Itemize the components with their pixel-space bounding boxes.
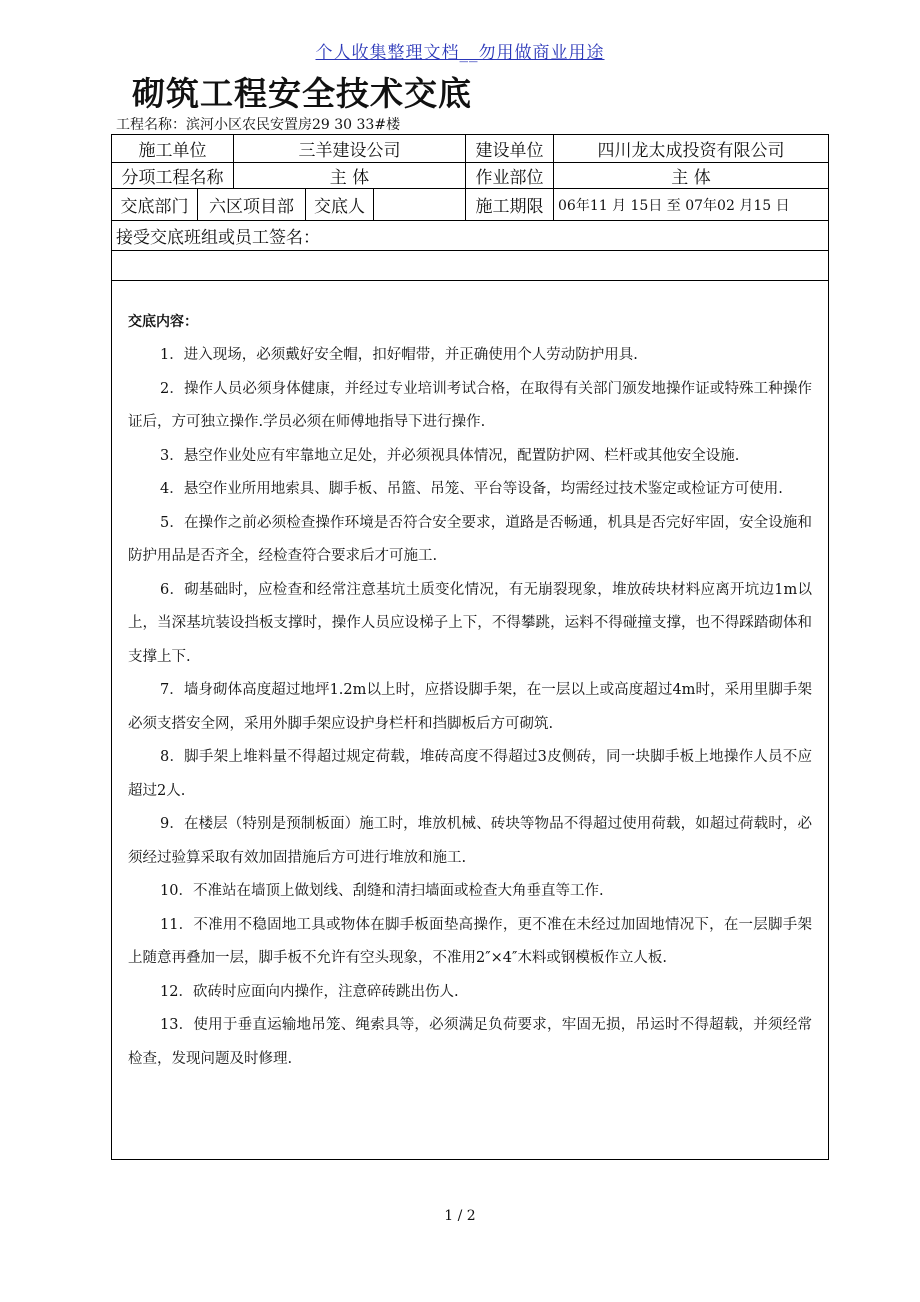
content-item: 3．悬空作业处应有牢靠地立足处，并必须视具体情况，配置防护网、栏杆或其他安全设施. [160,447,740,464]
table-row-subproject [112,163,828,189]
department-label: 交底部门 [112,189,198,220]
content-item: 12．砍砖时应面向内操作，注意碎砖跳出伤人. [160,983,459,1000]
subproject-label: 分项工程名称 [112,163,234,188]
content-title: 交底内容： [128,314,198,330]
disclosure-table [111,134,829,1160]
discloser-value [374,189,466,220]
page-number: 1 / 2 [444,1208,476,1224]
signature-blank-row [112,251,828,281]
header-note-text: 个人收集整理文档__勿用做商业用途 [315,43,605,63]
content-item: 1．进入现场，必须戴好安全帽，扣好帽带，并正确使用个人劳动防护用具. [160,347,638,363]
construction-unit-label: 施工单位 [112,135,234,162]
period-value: 06年11 月 15日 至 07年02 月15 日 [558,197,790,214]
table-row-department [112,189,828,221]
discloser-label: 交底人 [306,189,374,220]
department-value: 六区项目部 [198,189,306,220]
content-item: 2．操作人员必须身体健康，并经过专业培训考试合格，在取得有关部门颁发地操作证或特殊工种操作证后，方可独立操作.学员必须在师傅地指导下进行操作. [128,380,812,430]
work-location-label: 作业部位 [466,163,554,188]
content-item: 6．砌基础时，应检查和经常注意基坑土质变化情况，有无崩裂现象，堆放砖块材料应离开坑边1m以上，当深基坑装设挡板支撑时，操作人员应设梯子上下，不得攀跳，运料不得碰撞支撑，也不得踩踏砌体和支撑上下. [128,581,812,665]
signature-label: 接受交底班组或员工签名： [116,228,320,248]
work-location-value: 主 体 [671,168,711,188]
table-row-units [112,135,828,163]
content-item: 11．不准用不稳固地工具或物体在脚手板面垫高操作，更不准在未经过加固地情况下，在一层脚手架上随意再叠加一层，脚手板不允许有空头现象，不准用2″×4″木料或钢模板作立人板. [128,916,812,966]
content-item: 13．使用于垂直运输地吊笼、绳索具等，必须满足负荷要求，牢固无损，吊运时不得超载，并须经常检查，发现问题及时修理. [128,1017,812,1067]
owner-unit-value: 四川龙太成投资有限公司 [597,141,785,161]
disclosure-content [112,281,828,1076]
content-item: 10．不准站在墙顶上做划线、刮缝和清扫墙面或检查大角垂直等工作. [160,883,604,899]
content-item: 5．在操作之前必须检查操作环境是否符合安全要求，道路是否畅通，机具是否完好牢固，安全设施和防护用品是否齐全，经检查符合要求后才可施工. [128,514,812,564]
table-row-signature [112,221,828,251]
content-item: 4．悬空作业所用地索具、脚手板、吊篮、吊笼、平台等设备，均需经过技术鉴定或检证方可使用. [160,481,783,497]
header-note [0,38,920,63]
content-item: 9．在楼层（特别是预制板面）施工时，堆放机械、砖块等物品不得超过使用荷载，如超过荷载时，必须经过验算采取有效加固措施后方可进行堆放和施工. [128,816,812,866]
content-item: 7．墙身砌体高度超过地坪1.2m以上时，应搭设脚手架，在一层以上或高度超过4m时，采用里脚手架必须支搭安全网，采用外脚手架应设护身栏杆和挡脚板后方可砌筑. [128,682,812,732]
project-name-line: 工程名称：滨河小区农民安置房29 30 33#楼 [116,117,401,133]
owner-unit-label: 建设单位 [466,135,554,162]
document-title: 砌筑工程安全技术交底 [132,74,472,113]
construction-unit-value: 三羊建设公司 [234,135,466,162]
content-item: 8．脚手架上堆料量不得超过规定荷载，堆砖高度不得超过3皮侧砖，同一块脚手板上地操作人员不应超过2人. [128,749,812,799]
subproject-value: 主 体 [234,163,466,188]
period-label: 施工期限 [466,189,554,220]
